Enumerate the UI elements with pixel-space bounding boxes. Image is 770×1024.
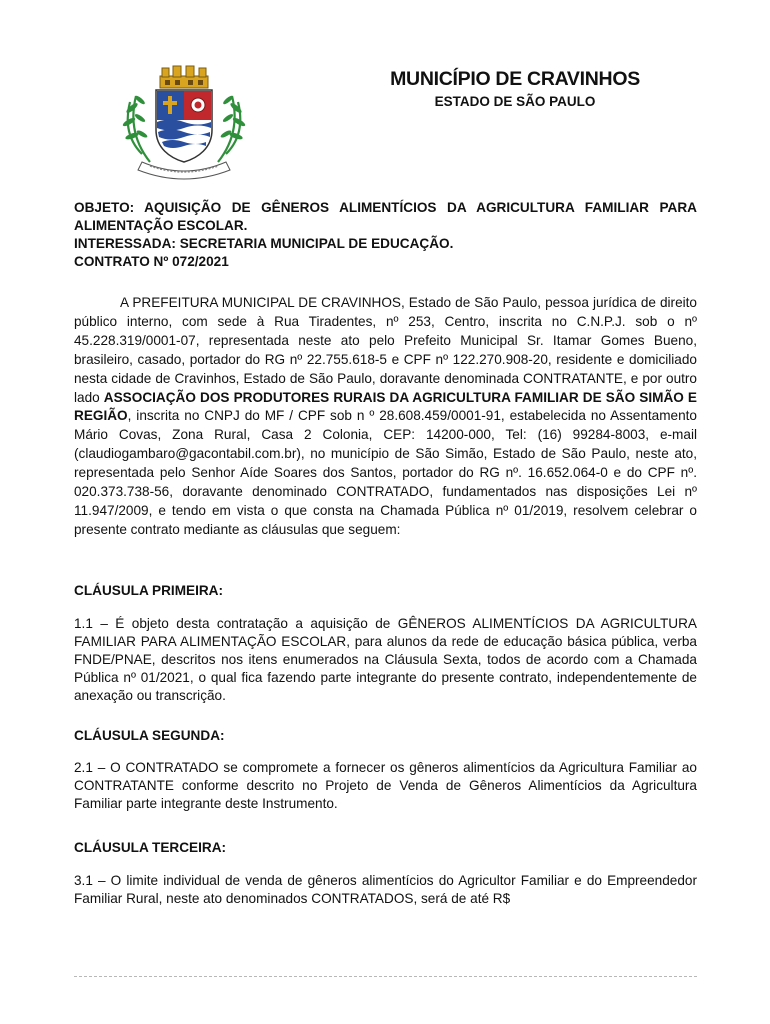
clause-text: 2.1 – O CONTRATADO se compromete a fornecer os gêneros alimentícios da Agricultura Familiar ao CONTRATANTE conforme descrito no Projeto de Venda de Gêneros Alimentícios da Agricultura Familiar parte integrante deste Instrumento. [74, 760, 697, 811]
preamble-paragraph [74, 294, 697, 540]
clause-text: 1.1 – É objeto desta contratação a aquisição de GÊNEROS ALIMENTÍCIOS DA AGRICULTURA FAMILIAR PARA ALIMENTAÇÃO ESCOLAR, para alunos da rede de educação básica pública, verba FNDE/PNAE, descritos nos itens enumerados na Cláusula Sexta, todos de acordo com a Chamada Pública nº 01/2021, o qual fica fazendo parte integrante do presente contrato, independentemente de anexação ou transcrição. [74, 616, 697, 703]
preamble-text-1: A PREFEITURA MUNICIPAL DE CRAVINHOS, Estado de São Paulo, pessoa jurídica de direito público interno, com sede à Rua Tiradentes, nº 253, Centro, inscrita no C.N.P.J. sob o nº 45.228.319/0001-07, representada neste ato pelo Prefeito Municipal Sr. Itamar Gomes Bueno, brasileiro, casado, portador do RG nº 22.755.618-5 e CPF nº 122.270.908-20, residente e domiciliado nesta cidade de Cravinhos, Estado de São Paulo, doravante denominada CONTRATANTE, e por outro lado [74, 295, 697, 405]
clause-text: 3.1 – O limite individual de venda de gêneros alimentícios do Agricultor Familiar e do Empreendedor Familiar Rural, neste ato denominados CONTRATADOS, será de até R$ [74, 873, 697, 906]
municipality-title: MUNICÍPIO DE CRAVINHOS [390, 68, 640, 90]
clause-title: CLÁUSULA TERCEIRA: [74, 840, 227, 855]
objeto-line: OBJETO: AQUISIÇÃO DE GÊNEROS ALIMENTÍCIOS DA AGRICULTURA FAMILIAR PARA ALIMENTAÇÃO ESCOLAR. [74, 200, 697, 233]
contract-number-line: CONTRATO Nº 072/2021 [74, 254, 229, 269]
contract-object-block [74, 199, 697, 271]
municipal-coat-of-arms-icon [120, 62, 248, 180]
interessada-line: INTERESSADA: SECRETARIA MUNICIPAL DE EDUCAÇÃO. [74, 236, 454, 251]
association-name: ASSOCIAÇÃO DOS PRODUTORES RURAIS DA AGRICULTURA FAMILIAR DE SÃO SIMÃO E REGIÃO [74, 389, 697, 424]
clause-title: CLÁUSULA PRIMEIRA: [74, 583, 224, 598]
state-subtitle: ESTADO DE SÃO PAULO [434, 94, 596, 109]
footer-divider [74, 976, 697, 977]
clause-title: CLÁUSULA SEGUNDA: [74, 728, 225, 743]
preamble-text-2: , inscrita no CNPJ do MF / CPF sob n º 28.608.459/0001-91, estabelecida no Assentamento Mário Covas, Zona Rural, Casa 2 Colonia, CEP: 14200-000, Tel: (16) 99284-8003, e-mail (claudiogambaro@gacontabil.com.br), no município de São Simão, Estado de São Paulo, neste ato, representada pelo Senhor Aíde Soares dos Santos, portador do RG nº. 16.652.064-0 e do CPF nº. 020.373.738-56, doravante denominado CONTRATADO, fundamentados nas disposições Lei nº 11.947/2009, e tendo em vista o que consta na Chamada Pública nº 01/2019, resolvem celebrar o presente contrato mediante as cláusulas que seguem: [74, 408, 697, 537]
